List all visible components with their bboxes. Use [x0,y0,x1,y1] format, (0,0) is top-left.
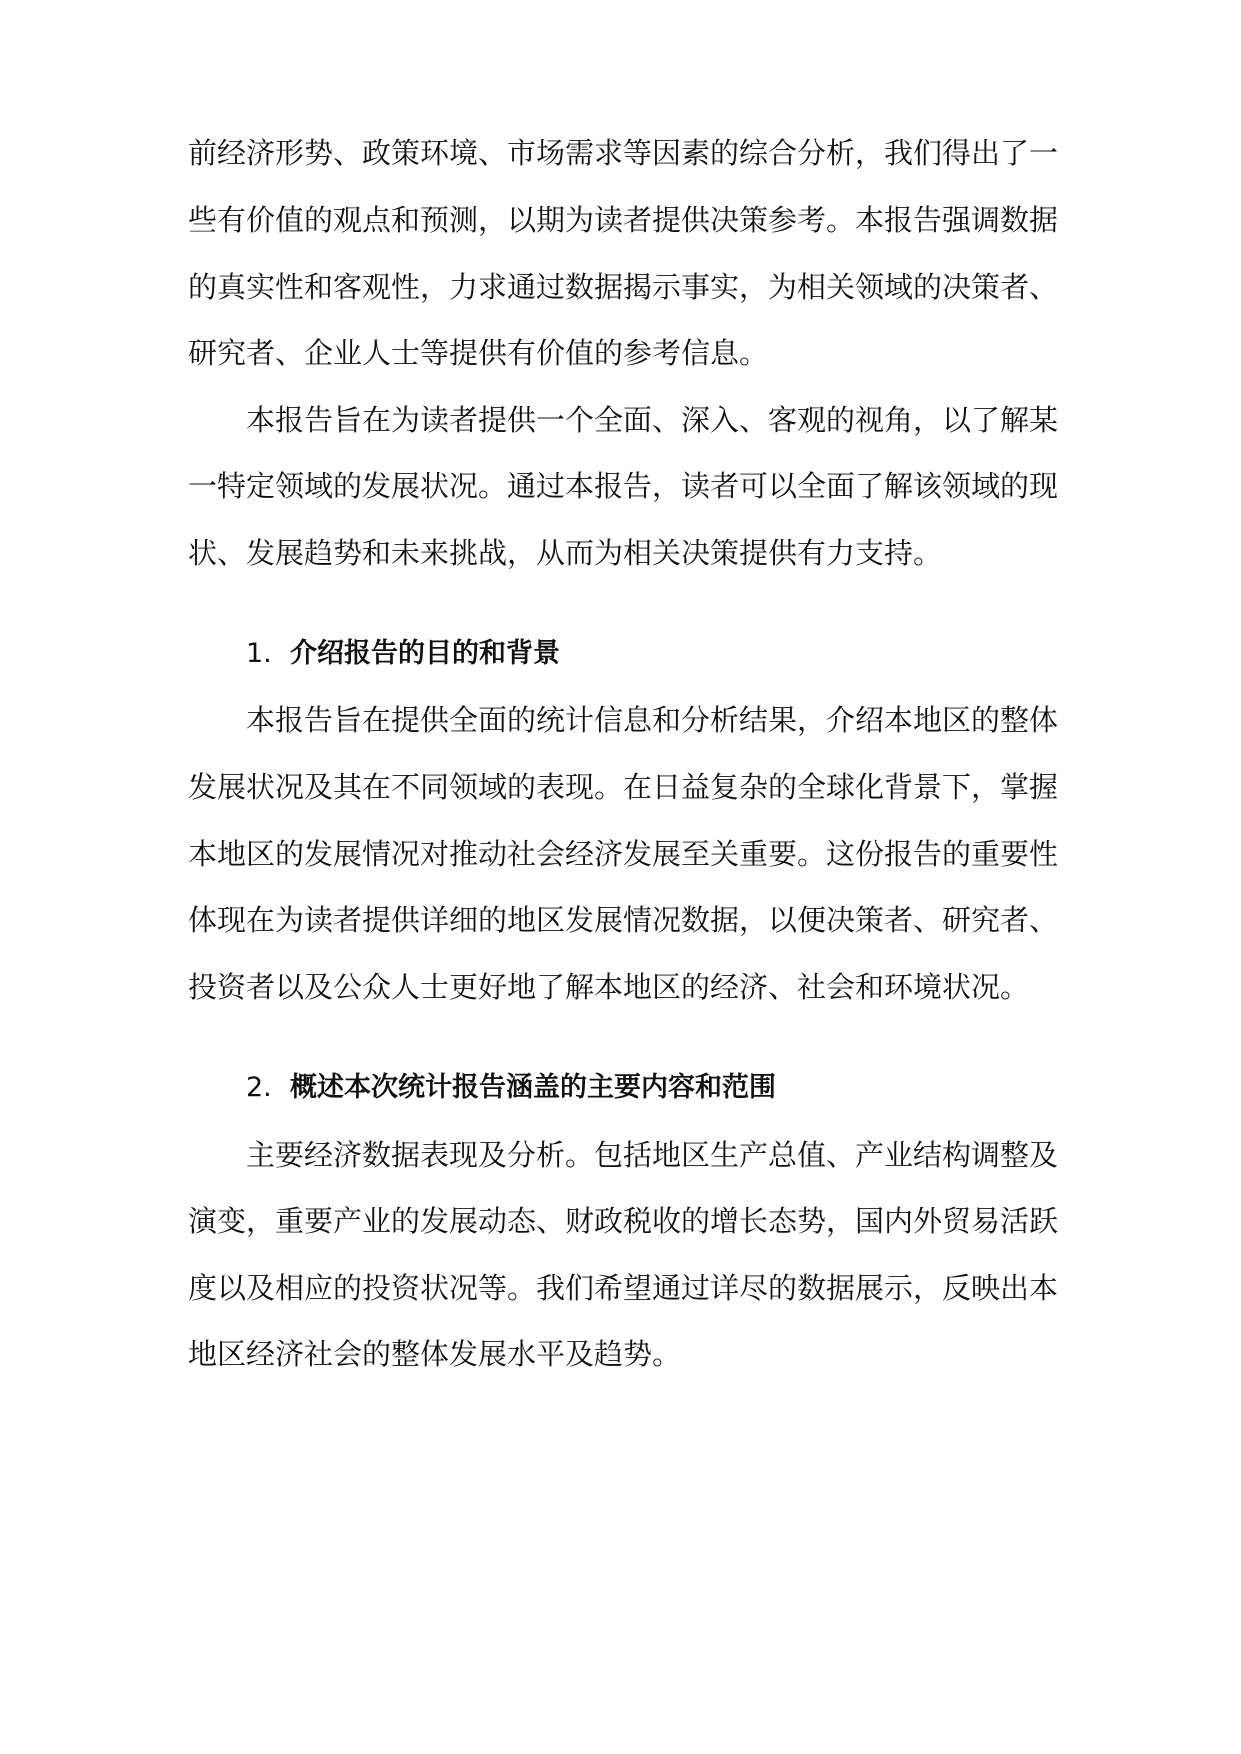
paragraph-line: 投资者以及公众人士更好地了解本地区的经济、社会和环境状况。 [188,970,1030,1004]
paragraph-line: 一特定领域的发展状况。通过本报告，读者可以全面了解该领域的现 [188,469,1059,503]
heading-text: 概述本次统计报告涵盖的主要内容和范围 [290,1072,776,1103]
heading-text: 介绍报告的目的和背景 [290,638,560,669]
heading-number: 2. [246,1072,272,1103]
paragraph-line: 的真实性和客观性，力求通过数据揭示事实，为相关领域的决策者、 [188,270,1059,304]
paragraph-line: 些有价值的观点和预测，以期为读者提供决策参考。本报告强调数据 [188,203,1059,237]
section-heading [246,1066,776,1110]
paragraph-line: 本报告旨在提供全面的统计信息和分析结果，介绍本地区的整体 [246,703,1059,737]
paragraph-line: 状、发展趋势和未来挑战，从而为相关决策提供有力支持。 [188,536,943,570]
paragraph-line: 度以及相应的投资状况等。我们希望通过详尽的数据展示，反映出本 [188,1271,1059,1305]
paragraph-line: 发展状况及其在不同领域的表现。在日益复杂的全球化背景下，掌握 [188,770,1059,804]
section-heading [246,632,560,676]
paragraph-line: 前经济形势、政策环境、市场需求等因素的综合分析，我们得出了一 [188,136,1059,170]
paragraph-line: 演变，重要产业的发展动态、财政税收的增长态势，国内外贸易活跃 [188,1204,1059,1238]
heading-number: 1. [246,638,272,669]
paragraph-line: 地区经济社会的整体发展水平及趋势。 [188,1337,682,1371]
paragraph-line: 主要经济数据表现及分析。包括地区生产总值、产业结构调整及 [246,1138,1059,1172]
document-page [188,0,1058,1754]
paragraph-line: 体现在为读者提供详细的地区发展情况数据，以便决策者、研究者、 [188,903,1059,937]
paragraph-line: 研究者、企业人士等提供有价值的参考信息。 [188,336,769,370]
paragraph-line: 本地区的发展情况对推动社会经济发展至关重要。这份报告的重要性 [188,837,1059,871]
paragraph-line: 本报告旨在为读者提供一个全面、深入、客观的视角，以了解某 [246,403,1059,437]
